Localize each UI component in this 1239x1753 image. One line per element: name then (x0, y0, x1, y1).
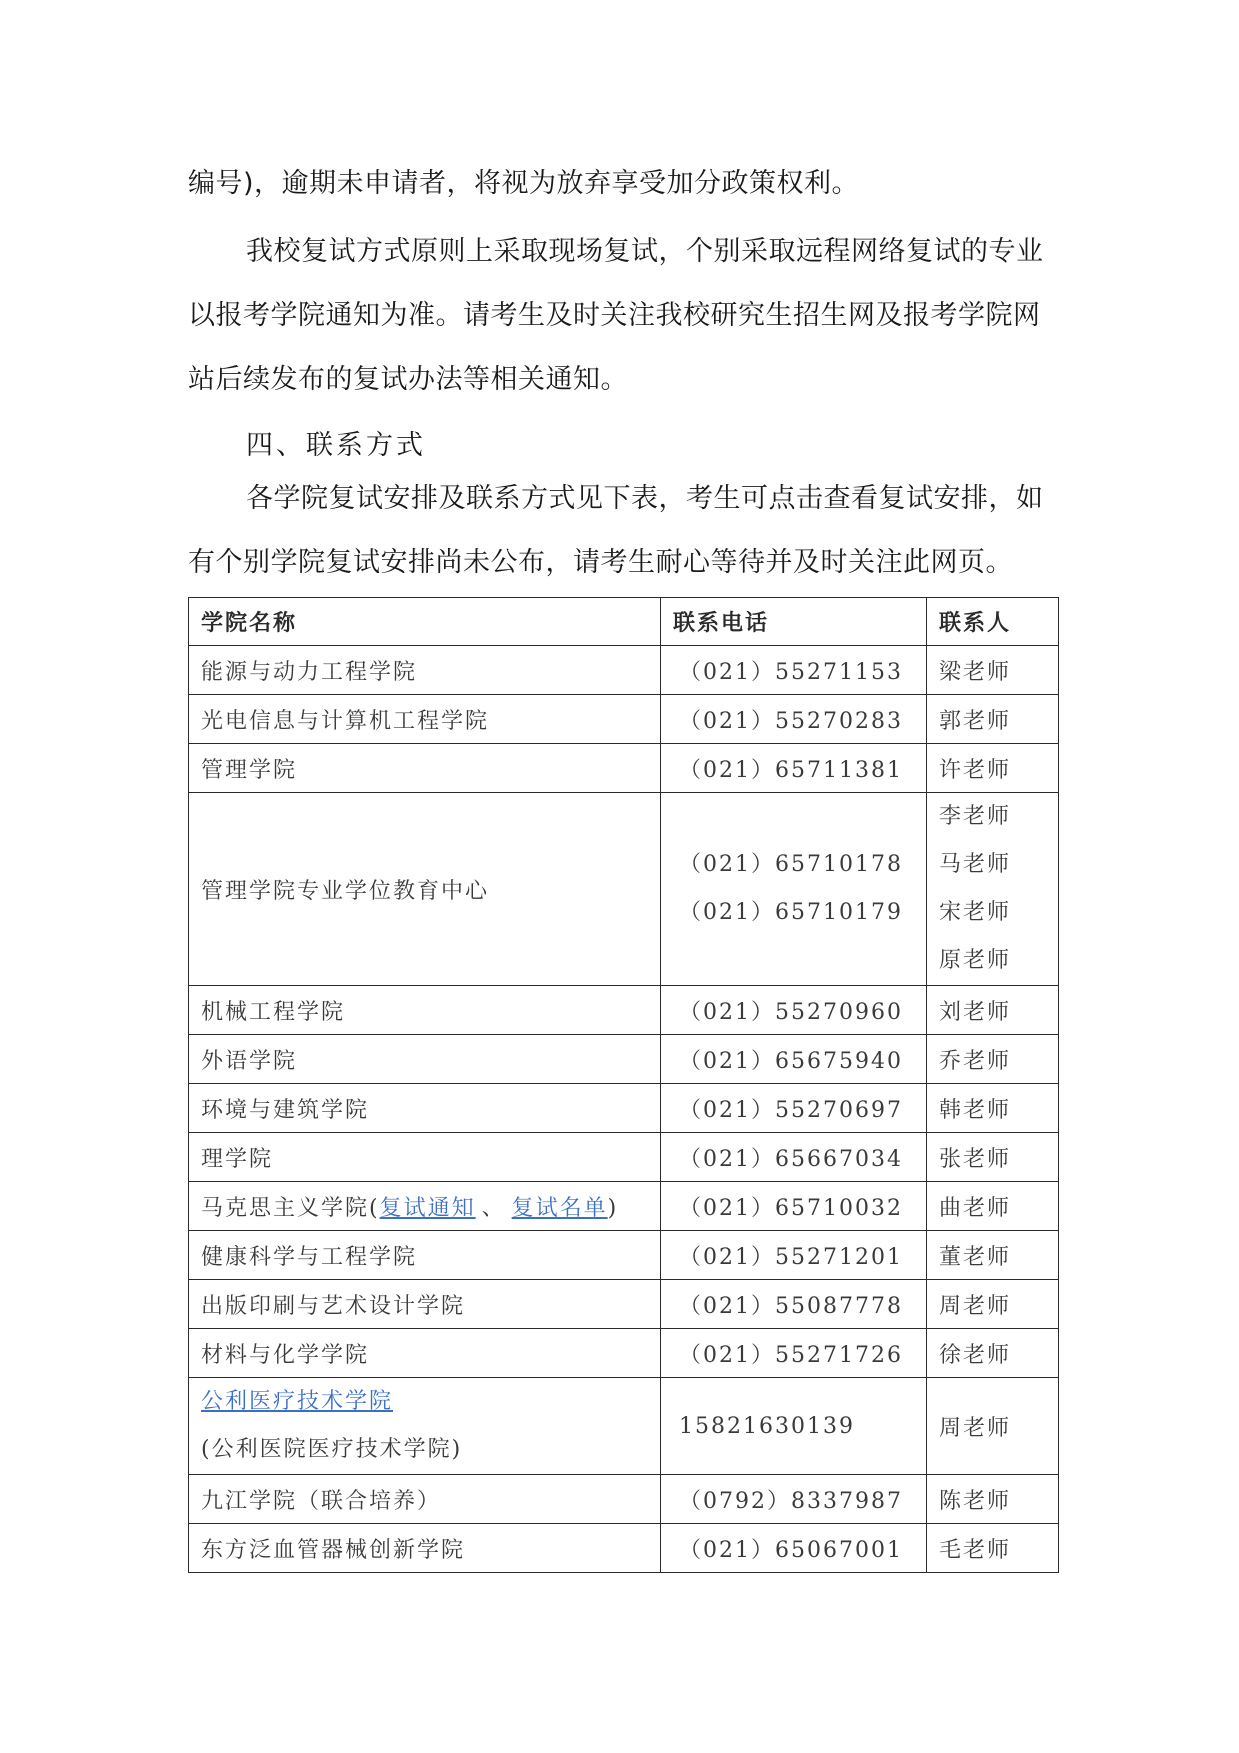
phone: （021）65667034 (661, 1133, 927, 1182)
link-separator: 、 (481, 1195, 506, 1221)
college-name: 出版印刷与艺术设计学院 (189, 1280, 661, 1329)
contact-person: 董老师 (927, 1231, 1059, 1280)
college-name: 管理学院 (189, 744, 661, 793)
retest-list-link[interactable]: 复试名单 (511, 1195, 608, 1221)
table-row (189, 793, 1059, 986)
contact-table (188, 597, 1059, 1573)
college-name-with-links (189, 1182, 661, 1231)
phone: （021）55087778 (661, 1280, 927, 1329)
contact-person: 周老师 (927, 1378, 1059, 1475)
phone: （021）55270960 (661, 986, 927, 1035)
table-row (189, 1035, 1059, 1084)
section-heading-contact: 四、联系方式 (246, 430, 426, 461)
table-row (189, 744, 1059, 793)
table-row (189, 1084, 1059, 1133)
college-name: 马克思主义学院 (201, 1195, 370, 1221)
table-row (189, 1378, 1059, 1475)
paragraph-continuation: 编号)，逾期未申请者，将视为放弃享受加分政策权利。 (188, 168, 860, 199)
phone: （021）65710178 (679, 852, 903, 877)
college-name: 材料与化学学院 (189, 1329, 661, 1378)
college-name: 健康科学与工程学院 (189, 1231, 661, 1280)
phone: 15821630139 (661, 1378, 927, 1475)
college-name-cell (189, 1378, 661, 1475)
contact-list (927, 793, 1059, 986)
table-row (189, 1475, 1059, 1524)
contact-person: 刘老师 (927, 986, 1059, 1035)
contact-person: 梁老师 (927, 646, 1059, 695)
phone: （021）65710179 (679, 900, 903, 925)
college-name: 能源与动力工程学院 (189, 646, 661, 695)
college-name: 理学院 (189, 1133, 661, 1182)
table-row (189, 695, 1059, 744)
header-contact: 联系人 (927, 598, 1059, 646)
phone: （0792）8337987 (661, 1475, 927, 1524)
phone: （021）65710032 (661, 1182, 927, 1231)
phone-list (661, 793, 927, 986)
phone: （021）55270283 (661, 695, 927, 744)
table-row (189, 1231, 1059, 1280)
header-phone: 联系电话 (661, 598, 927, 646)
phone: （021）55271153 (661, 646, 927, 695)
contact-person: 宋老师 (939, 900, 1012, 925)
college-name: 外语学院 (189, 1035, 661, 1084)
table-row (189, 986, 1059, 1035)
open-paren: ( (369, 1195, 380, 1221)
college-name: 九江学院（联合培养） (189, 1475, 661, 1524)
gongli-college-link[interactable]: 公利医疗技术学院 (201, 1389, 394, 1414)
contact-person: 韩老师 (927, 1084, 1059, 1133)
phone: （021）55270697 (661, 1084, 927, 1133)
contact-person: 原老师 (939, 948, 1012, 973)
retest-notice-link[interactable]: 复试通知 (379, 1195, 476, 1221)
phone: （021）65711381 (661, 744, 927, 793)
contact-person: 李老师 (939, 804, 1012, 829)
phone: （021）65675940 (661, 1035, 927, 1084)
table-row (189, 1280, 1059, 1329)
contact-person: 马老师 (939, 852, 1012, 877)
contact-person: 郭老师 (927, 695, 1059, 744)
table-row (189, 1524, 1059, 1573)
phone: （021）65067001 (661, 1524, 927, 1573)
contact-person: 张老师 (927, 1133, 1059, 1182)
college-name: 管理学院专业学位教育中心 (189, 793, 661, 986)
college-name: 环境与建筑学院 (189, 1084, 661, 1133)
contact-person: 许老师 (927, 744, 1059, 793)
table-row (189, 1329, 1059, 1378)
contact-person: 曲老师 (927, 1182, 1059, 1231)
contact-person: 乔老师 (927, 1035, 1059, 1084)
phone: （021）55271726 (661, 1329, 927, 1378)
contact-person: 陈老师 (927, 1475, 1059, 1524)
contact-person: 徐老师 (927, 1329, 1059, 1378)
college-subname: (公利医院医疗技术学院) (201, 1437, 463, 1462)
table-row (189, 1182, 1059, 1231)
paragraph-contact-intro: 各学院复试安排及联系方式见下表，考生可点击查看复试安排，如有个别学院复试安排尚未公布，请考生耐心等待并及时关注此网页。 (188, 483, 1044, 578)
college-name: 光电信息与计算机工程学院 (189, 695, 661, 744)
table-header-row (189, 598, 1059, 646)
contact-person: 毛老师 (927, 1524, 1059, 1573)
paragraph-retest-method: 我校复试方式原则上采取现场复试，个别采取远程网络复试的专业以报考学院通知为准。请考生及时关注我校研究生招生网及报考学院网站后续发布的复试办法等相关通知。 (188, 236, 1044, 395)
table-row (189, 646, 1059, 695)
table-row (189, 1133, 1059, 1182)
contact-person: 周老师 (927, 1280, 1059, 1329)
college-name: 机械工程学院 (189, 986, 661, 1035)
header-college-name: 学院名称 (189, 598, 661, 646)
phone: （021）55271201 (661, 1231, 927, 1280)
close-paren: ) (607, 1195, 619, 1221)
college-name: 东方泛血管器械创新学院 (189, 1524, 661, 1573)
